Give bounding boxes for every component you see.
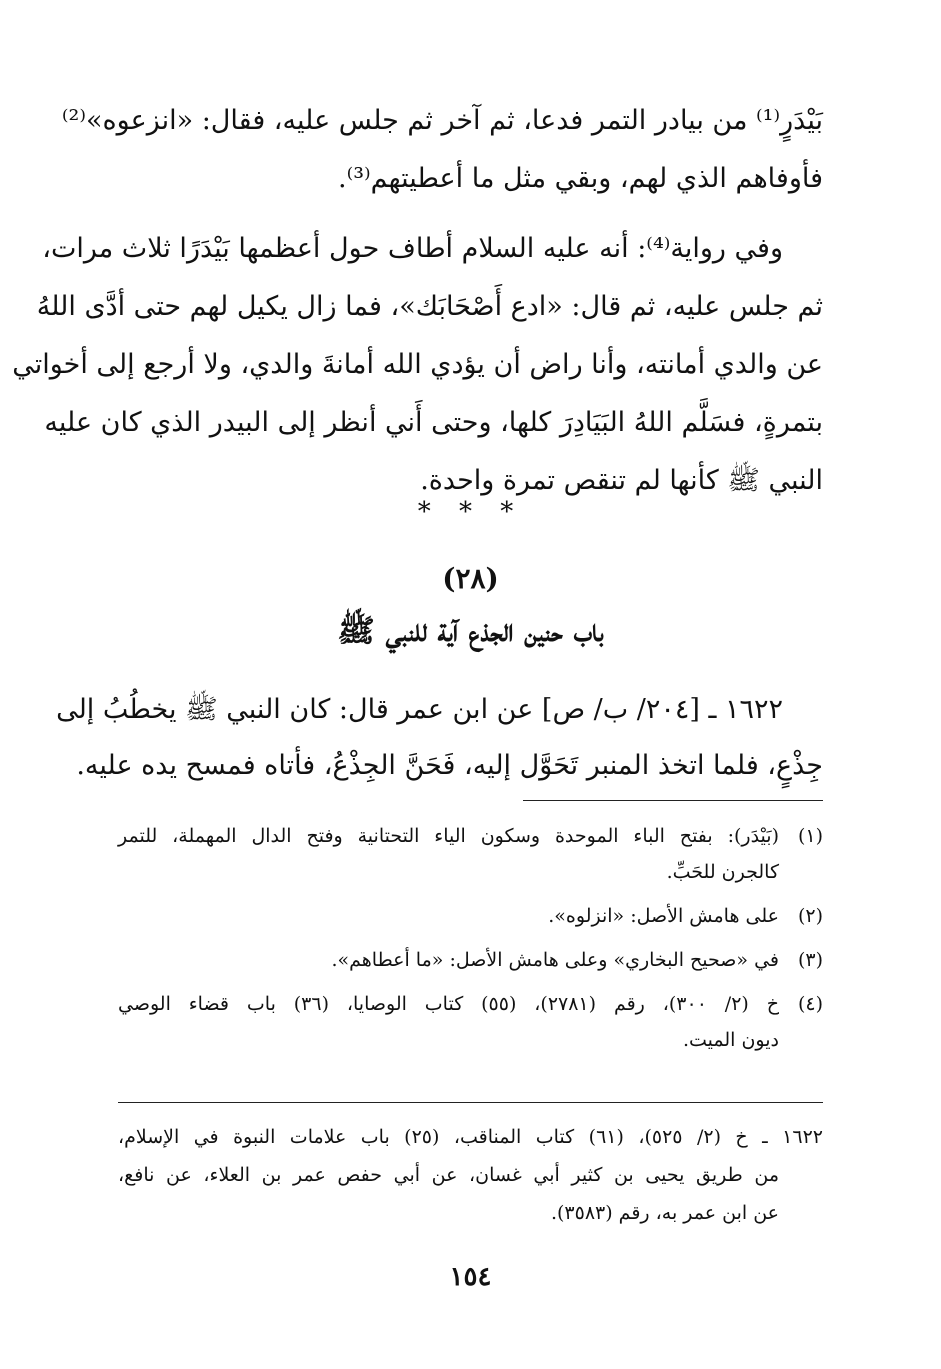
footnote-text: على هامش الأصل: «انزلوه». bbox=[548, 905, 779, 927]
footnote-text: (بَيْدَر): بفتح الباء الموحدة وسكون الياء التحتانية وفتح الدال المهملة، للتمر bbox=[118, 825, 779, 847]
footnote-number: (٢) bbox=[797, 905, 823, 927]
text-line: ١٦٢٢ ـ [٢٠٤/ ب/ ص] عن ابن عمر قال: كان النبي ﷺ يخطُبُ إلى bbox=[56, 694, 783, 725]
takhrij-line: عن ابن عمر به، رقم (٣٥٨٣). bbox=[550, 1202, 779, 1224]
takhrij-line: من طريق يحيى بن كثير أبي غسان، عن أبي حفص عمر بن العلاء، عن نافع، bbox=[118, 1164, 779, 1186]
takhrij bbox=[118, 1118, 823, 1232]
text-line: ثم جلس عليه، ثم قال: «ادع أَصْحَابَك»، فما زال يكيل لهم حتى أدَّى اللهُ bbox=[36, 291, 823, 322]
footnotes bbox=[118, 818, 823, 1058]
footnote-text: خ (٢/ ٣٠٠)، رقم (٢٧٨١)، (٥٥) كتاب الوصايا، (٣٦) باب قضاء الوصي bbox=[118, 993, 779, 1015]
takhrij-divider bbox=[118, 1102, 823, 1103]
footnote-item bbox=[118, 1022, 823, 1058]
text-line: النبي ﷺ كأنها لم تنقص تمرة واحدة. bbox=[420, 465, 823, 496]
text-line: وفي رواية⁽⁴⁾: أنه عليه السلام أطاف حول أعظمها بَيْدَرًا ثلاث مرات، bbox=[42, 233, 783, 264]
section-separator: * * * bbox=[417, 497, 524, 527]
footnote-number: (٣) bbox=[797, 949, 823, 971]
footnote-text: ديون الميت. bbox=[682, 1029, 779, 1051]
footnote-item bbox=[118, 818, 823, 854]
takhrij-line: ١٦٢٢ ـ خ (٢/ ٥٢٥)، (٦١) كتاب المناقب، (٢٥) باب علامات النبوة في الإسلام، bbox=[118, 1126, 823, 1148]
footnote-item bbox=[118, 898, 823, 934]
hadith-text bbox=[56, 682, 823, 794]
footnote-divider bbox=[523, 800, 823, 801]
footnote-text: كالجرن للحَبِّ. bbox=[666, 861, 779, 883]
footnote-item bbox=[118, 942, 823, 978]
text-line: بتمرةٍ، فسَلَّم اللهُ البَيَادِرَ كلها، وحتى أَني أنظر إلى البيدر الذي كان عليه bbox=[44, 407, 823, 438]
text-line: جِذْعٍ، فلما اتخذ المنبر تَحَوَّل إليه، فَحَنَّ الجِذْعُ، فأتاه فمسح يده عليه. bbox=[76, 750, 823, 781]
main-text bbox=[12, 92, 823, 510]
section-title: باب حنين الجذع آية للنبي ﷺ bbox=[337, 613, 604, 649]
footnote-item bbox=[118, 854, 823, 890]
footnote-number: (١) bbox=[797, 825, 823, 847]
footnote-number: (٤) bbox=[797, 993, 823, 1015]
text-line: عن والدي أمانته، وأنا راض أن يؤدي الله أمانةَ والدي، ولا أرجع إلى أخواتي bbox=[12, 349, 823, 380]
section-number: (٢٨) bbox=[442, 562, 499, 595]
text-line: بَيْدَرٍ⁽¹⁾ من بيادر التمر فدعا، ثم آخر ثم جلس عليه، فقال: «انزعوه»⁽²⁾ bbox=[61, 105, 823, 136]
page-number: ١٥٤ bbox=[449, 1262, 492, 1292]
text-line: فأوفاهم الذي لهم، وبقي مثل ما أعطيتهم⁽³⁾. bbox=[337, 163, 823, 194]
footnote-text: في «صحيح البخاري» وعلى هامش الأصل: «ما أعطاهم». bbox=[331, 949, 779, 971]
footnote-item bbox=[118, 986, 823, 1022]
